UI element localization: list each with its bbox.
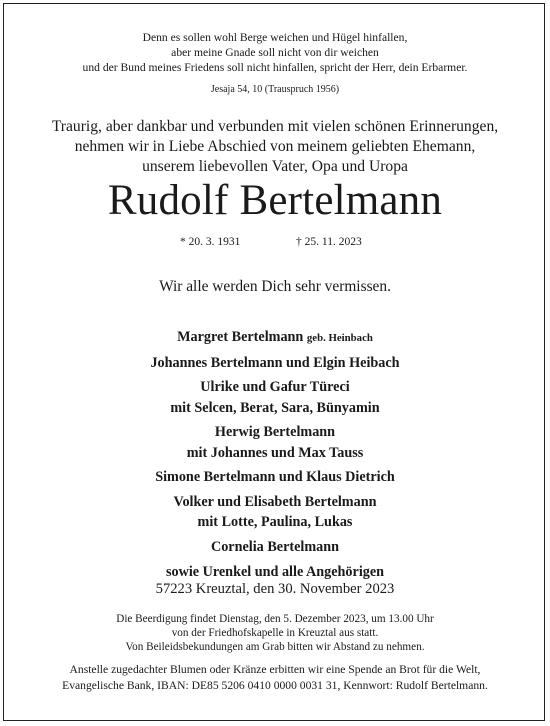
funeral-line: Die Beerdigung findet Dienstag, den 5. Dezember 2023, um 13.00 Uhr [116,613,434,625]
bible-verse [0,30,550,76]
family-line: Ulrike und Gafur Türeci [200,379,350,396]
farewell-line: Wir alle werden Dich sehr vermissen. [159,278,391,295]
donation-line: Anstelle zugedachter Blumen oder Kränze erbitten wir eine Spende an Brot für die Welt, [69,663,481,676]
family-group [0,537,550,557]
intro-text [0,117,550,176]
intro-line: unserem liebevollen Vater, Opa und Uropa [142,157,408,175]
verse-line: Denn es sollen wohl Berge weichen und Hügel hinfallen, [142,31,408,44]
family-list [0,327,550,586]
intro-line: nehmen wir in Liebe Abschied von meinem geliebten Ehemann, [74,137,476,155]
family-line: Johannes Bertelmann und Elgin Heibach [150,354,400,371]
spouse-name: Margret Bertelmann [177,329,304,345]
intro-line: Traurig, aber dankbar und verbunden mit vielen schönen Erinnerungen, [51,118,499,135]
funeral-line: von der Friedhofskapelle in Kreuztal aus statt. [171,627,379,640]
family-group [0,492,550,533]
verse-line: und der Bund meines Friedens soll nicht hinfallen, spricht der Herr, dein Erbarmer. [82,61,468,75]
family-group [0,377,550,418]
family-line: Simone Bertelmann und Klaus Dietrich [155,469,395,486]
family-line: Volker und Elisabeth Bertelmann [173,494,377,511]
life-dates [0,236,550,252]
spouse-maiden-name: geb. Heinbach [306,332,373,344]
family-line: mit Selcen, Berat, Sara, Bünyamin [170,399,380,416]
birth-date: * 20. 3. 1931 [180,236,241,248]
verse-source: Jesaja 54, 10 (Trauspruch 1956) [210,84,340,95]
family-line: mit Lotte, Paulina, Lukas [197,514,353,531]
family-line: Herwig Bertelmann [214,424,336,441]
family-line: Cornelia Bertelmann [210,539,340,556]
family-group [0,422,550,463]
deceased-name: Rudolf Bertelmann [107,177,443,224]
donation-notice [0,662,550,693]
verse-line: aber meine Gnade soll nicht von dir weichen [171,46,379,60]
death-date: † 25. 11. 2023 [296,236,362,248]
family-group-spouse [0,327,550,348]
family-line: mit Johannes und Max Tauss [186,444,364,461]
place-and-date: 57223 Kreuztal, den 30. November 2023 [155,581,395,597]
funeral-line: Von Beileidsbekundungen am Grab bitten wir Abstand zu nehmen. [125,641,425,654]
family-group [0,562,550,582]
family-group [0,353,550,373]
donation-line: Evangelische Bank, IBAN: DE85 5206 0410 0000 0031 31, Kennwort: Rudolf Bertelmann. [62,678,488,692]
family-line: sowie Urenkel und alle Angehörigen [165,563,385,580]
family-group [0,467,550,487]
funeral-notice [0,612,550,655]
